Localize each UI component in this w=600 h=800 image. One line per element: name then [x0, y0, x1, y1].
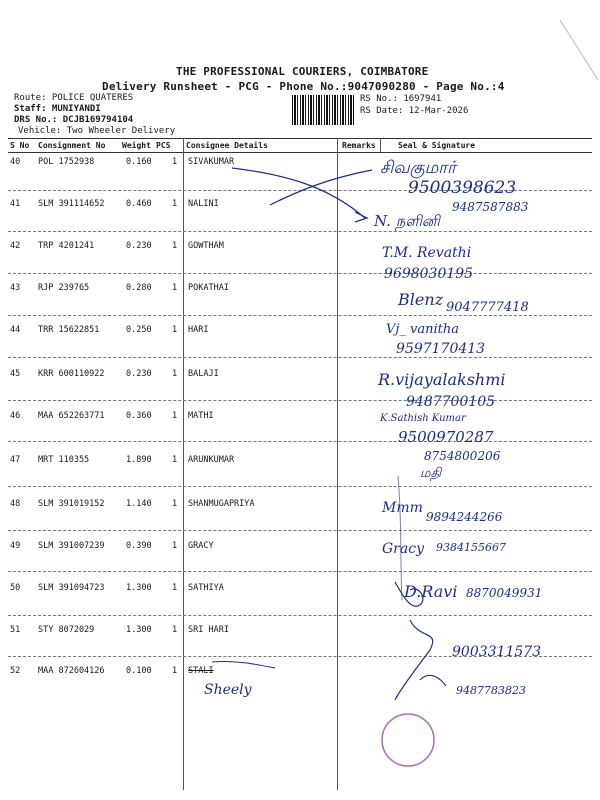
handwritten-signature: Blenz: [398, 290, 444, 309]
row-consignee: STALI: [188, 666, 214, 676]
row-consignment: SLM 391094723: [38, 583, 105, 593]
handwritten-phone: 8754800206: [424, 449, 501, 463]
drs-label: DRS No.: DCJB169794104: [14, 115, 134, 125]
col-consignment: Consignment No: [38, 141, 106, 150]
row-pcs: 1: [172, 455, 178, 465]
row-weight: 1.300: [126, 625, 152, 635]
handwritten-phone: 9487700105: [406, 394, 496, 410]
row-sno: 49: [10, 541, 21, 551]
row-pcs: 1: [172, 666, 178, 676]
handwritten-phone: 9487587883: [452, 200, 529, 214]
row-weight: 0.160: [126, 157, 152, 167]
row-weight: 1.890: [126, 455, 152, 465]
row-sno: 40: [10, 157, 21, 167]
row-sno: 42: [10, 241, 21, 251]
row-consignment: SLM 391007239: [38, 541, 105, 551]
row-sno: 52: [10, 666, 21, 676]
row-consignee: SIVAKUMAR: [188, 157, 235, 167]
handwritten-phone: 9487783823: [456, 684, 526, 697]
handwritten-phone: 9698030195: [384, 266, 474, 282]
handwritten-signature: மதி: [420, 466, 442, 481]
row-consignee: SRI HARI: [188, 625, 229, 635]
row-pcs: 1: [172, 411, 178, 421]
row-consignment: POL 1752938: [38, 157, 95, 167]
col-sno: S No: [10, 141, 30, 150]
row-sno: 50: [10, 583, 21, 593]
row-pcs: 1: [172, 325, 178, 335]
rs-number: RS No.: 1697941: [360, 94, 442, 104]
handwritten-signature: R.vijayalakshmi: [378, 370, 506, 389]
row-pcs: 1: [172, 369, 178, 379]
row-weight: 0.230: [126, 241, 152, 251]
handwritten-phone: 9597170413: [396, 341, 486, 357]
row-consignee: NALINI: [188, 199, 219, 209]
row-weight: 0.360: [126, 411, 152, 421]
company-name: THE PROFESSIONAL COURIERS, COIMBATORE: [176, 65, 429, 78]
row-consignee: SATHIYA: [188, 583, 224, 593]
row-consignment: TRR 15622851: [38, 325, 100, 335]
row-consignment: SLM 391114652: [38, 199, 105, 209]
row-sno: 45: [10, 369, 21, 379]
row-pcs: 1: [172, 199, 178, 209]
row-consignee: GOWTHAM: [188, 241, 224, 251]
row-weight: 1.140: [126, 499, 152, 509]
col-consignee: Consignee Details: [186, 141, 268, 150]
handwritten-signature: சிவகுமார்: [380, 158, 457, 178]
row-sno: 51: [10, 625, 21, 635]
row-sno: 44: [10, 325, 21, 335]
handwritten-phone: 8870049931: [466, 586, 543, 600]
row-consignment: TRP 4201241: [38, 241, 95, 251]
handwritten-phone: 9047777418: [446, 300, 529, 315]
row-sno: 47: [10, 455, 21, 465]
col-weight: Weight: [122, 141, 151, 150]
row-consignment: SLM 391019152: [38, 499, 105, 509]
row-pcs: 1: [172, 625, 178, 635]
row-consignment: RJP 239765: [38, 283, 90, 293]
rs-date: RS Date: 12-Mar-2026: [360, 106, 469, 116]
handwritten-signature: N. நளினி: [374, 212, 440, 230]
row-consignment: MAA 872604126: [38, 666, 105, 676]
row-consignee: HARI: [188, 325, 209, 335]
col-pcs: PCS: [156, 141, 171, 150]
row-consignment: KRR 600110922: [38, 369, 105, 379]
row-pcs: 1: [172, 157, 178, 167]
row-consignment: MAA 652263771: [38, 411, 105, 421]
row-consignee: GRACY: [188, 541, 214, 551]
handwritten-remark: Sheely: [204, 682, 252, 698]
handwritten-signature: Gracy: [382, 541, 424, 557]
handwritten-phone: 9500398623: [408, 178, 517, 198]
handwritten-phone: 9003311573: [452, 644, 542, 660]
row-weight: 0.280: [126, 283, 152, 293]
row-consignment: MRT 110355: [38, 455, 90, 465]
row-weight: 0.230: [126, 369, 152, 379]
row-sno: 41: [10, 199, 21, 209]
route-label: Route: POLICE QUATERES: [14, 93, 134, 103]
handwritten-signature: Vj_ vanitha: [386, 322, 460, 337]
handwritten-phone: 9894244266: [426, 510, 503, 524]
handwritten-phone: 9500970287: [398, 428, 494, 446]
row-pcs: 1: [172, 583, 178, 593]
row-weight: 0.100: [126, 666, 152, 676]
row-consignment: STY 8072029: [38, 625, 95, 635]
vehicle-label: Vehicle: Two Wheeler Delivery: [18, 126, 176, 136]
handwritten-signature: T.M. Revathi: [382, 245, 472, 261]
staff-label: Staff: MUNIYANDI: [14, 104, 101, 114]
row-pcs: 1: [172, 283, 178, 293]
handwritten-signature: Mmm: [382, 500, 423, 516]
runsheet-title: Delivery Runsheet - PCG - Phone No.:9047090280 - Page No.:4: [102, 80, 505, 93]
row-sno: 43: [10, 283, 21, 293]
row-consignee: SHANMUGAPRIYA: [188, 499, 255, 509]
row-pcs: 1: [172, 241, 178, 251]
col-remarks: Remarks: [342, 141, 376, 150]
row-weight: 0.460: [126, 199, 152, 209]
col-seal: Seal & Signature: [398, 141, 476, 150]
handwritten-signature: D.Ravi: [404, 582, 458, 601]
row-weight: 0.390: [126, 541, 152, 551]
row-sno: 48: [10, 499, 21, 509]
row-consignee: BALAJI: [188, 369, 219, 379]
row-sno: 46: [10, 411, 21, 421]
handwritten-signature: K.Sathish Kumar: [380, 413, 466, 424]
row-weight: 0.250: [126, 325, 152, 335]
row-consignee: MATHI: [188, 411, 214, 421]
row-consignee: POKATHAI: [188, 283, 229, 293]
row-weight: 1.300: [126, 583, 152, 593]
row-pcs: 1: [172, 499, 178, 509]
row-consignee: ARUNKUMAR: [188, 455, 235, 465]
seal-stamp: [382, 714, 434, 766]
row-pcs: 1: [172, 541, 178, 551]
handwritten-phone: 9384155667: [436, 541, 506, 554]
